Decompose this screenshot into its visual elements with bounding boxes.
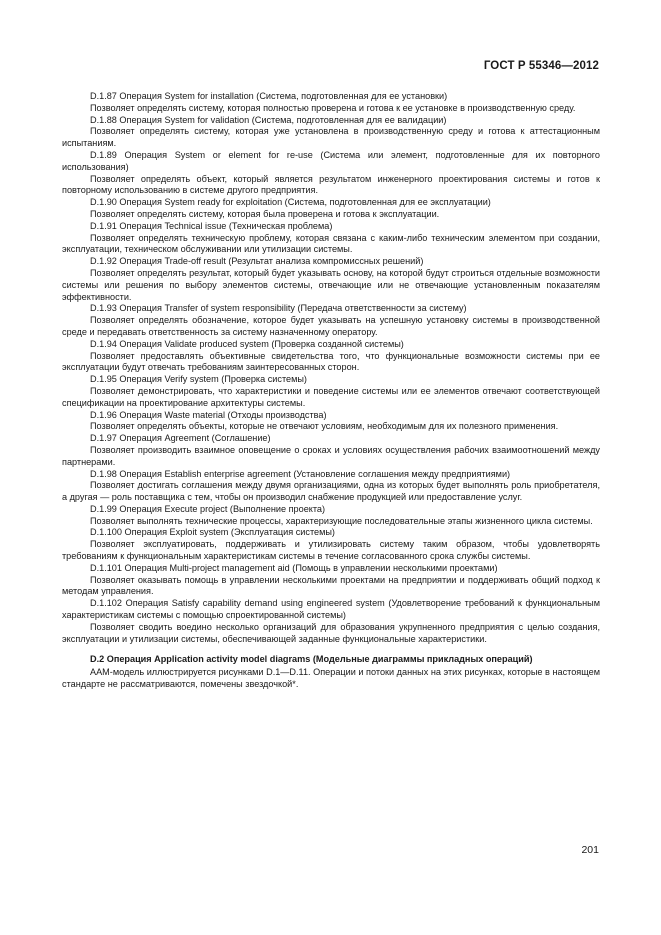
entry-term: D.1.95 Операция Verify system (Проверка системы) <box>90 374 307 385</box>
section-heading: D.2 Операция Application activity model diagrams (Модельные диаграммы прикладных операций) <box>90 654 533 665</box>
page-content <box>62 91 600 691</box>
entry-definition: Позволяет определять обозначение, которое будет указывать на успешную установку системы в производственной среде и передавать ответственность за систему назначенному оператору. <box>62 315 600 337</box>
entry-term: D.1.97 Операция Agreement (Соглашение) <box>90 433 271 444</box>
entry-term: D.1.99 Операция Execute project (Выполнение проекта) <box>90 503 326 514</box>
entry-term: D.1.101 Операция Multi-project management aid (Помощь в управлении несколькими проектами) <box>90 562 498 573</box>
entry-term: D.1.89 Операция System or element for re-use (Система или элемент, подготовленные для их повторного использования) <box>62 149 600 172</box>
entry-definition: Позволяет определять систему, которая уже установлена в производственную среду и готова к аттестационным испытаниям. <box>62 126 600 149</box>
entry-term: D.1.90 Операция System ready for exploitation (Система, подготовленная для ее эксплуатации) <box>90 197 491 208</box>
entry-term: D.1.94 Операция Validate produced system (Проверка созданной системы) <box>90 338 404 349</box>
entry-definition: Позволяет предоставлять объективные свидетельства того, что функциональные возможности системы при ее эксплуатации будут отвечать требованиям заинтересованных сторон. <box>62 350 600 373</box>
entry-term: D.1.91 Операция Technical issue (Техническая проблема) <box>90 220 333 231</box>
entry-definition: Позволяет эксплуатировать, поддерживать и утилизировать систему таким образом, чтобы удовлетворять требованиям к функциональным характеристикам системы в течение согласованного срока службы системы. <box>62 539 600 562</box>
entry-definition: Позволяет определять объект, который является результатом инженерного проектирования системы и готов к повторному использованию в системе другого предприятия. <box>62 173 600 196</box>
entry-definition: Позволяет сводить воедино несколько организаций для образования укрупненного предприятия с целью создания, эксплуатации и утилизации системы, обеспечивающей заданные функциональные характеристики. <box>62 621 600 644</box>
entry-definition: Позволяет определять систему, которая была проверена и готова к эксплуатации. <box>90 208 440 219</box>
entry-definition: Позволяет выполнять технические процессы, характеризующие последовательные этапы жизненного цикла системы. <box>90 515 593 526</box>
entry-term: D.1.100 Операция Exploit system (Эксплуатация системы) <box>90 527 335 538</box>
entry-definition: Позволяет оказывать помощь в управлении несколькими проектами на предприятии и поддерживать общий подход к методам управления. <box>62 574 600 597</box>
entry-term: D.1.98 Операция Establish enterprise agreement (Установление соглашения между предприятиями) <box>90 468 511 479</box>
entry-definition: Позволяет достигать соглашения между двумя организациями, одна из которых будет выполнять роль приобретателя, а другая — роль поставщика с тем, чтобы он производил снабжение продукцией или предоставление услуг. <box>62 480 600 503</box>
entry-definition: Позволяет определять объекты, которые не отвечают условиям, необходимым для их полезного применения. <box>90 421 559 432</box>
entry-definition: Позволяет производить взаимное оповещение о сроках и условиях осуществления рабочих взаимоотношений между партнерами. <box>62 444 600 467</box>
document-code: ГОСТ Р 55346—2012 <box>483 60 599 72</box>
entry-term: D.1.87 Операция System for installation (Система, подготовленная для ее установки) <box>90 91 448 101</box>
page-number: 201 <box>581 844 599 856</box>
entry-term: D.1.88 Операция System for validation (Система, подготовленная для ее валидации) <box>90 114 447 125</box>
entry-definition: Позволяет демонстрировать, что характеристики и поведение системы или ее элементов отвечают соответствующей спецификации на проектирование архитектуры системы. <box>62 385 600 408</box>
section-text: ААМ-модель иллюстрируется рисунками D.1—D.11. Операции и потоки данных на этих рисунках, которые в настоящем стандарте не рассматриваются, помечены звездочкой*. <box>62 667 600 690</box>
entry-term: D.1.102 Операция Satisfy capability demand using engineered system (Удовлетворение требований к функциональным характеристикам системы с помощью спроектированной системы) <box>62 598 600 621</box>
entry-definition: Позволяет определять систему, которая полностью проверена и готова к ее установке в производственную среду. <box>90 102 576 113</box>
entry-term: D.1.92 Операция Trade-off result (Результат анализа компромиссных решений) <box>90 256 424 267</box>
entry-term: D.1.93 Операция Transfer of system responsibility (Передача ответственности за систему) <box>90 303 467 314</box>
entry-term: D.1.96 Операция Waste material (Отходы производства) <box>90 409 327 420</box>
entry-definition: Позволяет определять техническую проблему, которая связана с каким-либо техническим элементом при создании, эксплуатации, техническом обслуживании или утилизации системы. <box>62 232 600 255</box>
entry-definition: Позволяет определять результат, который будет указывать основу, на которой будут строиться отдельные возможности системы или решения по выбору элементов системы, отвечающие или не отвечающие установленным показателям эффективности. <box>62 267 600 302</box>
